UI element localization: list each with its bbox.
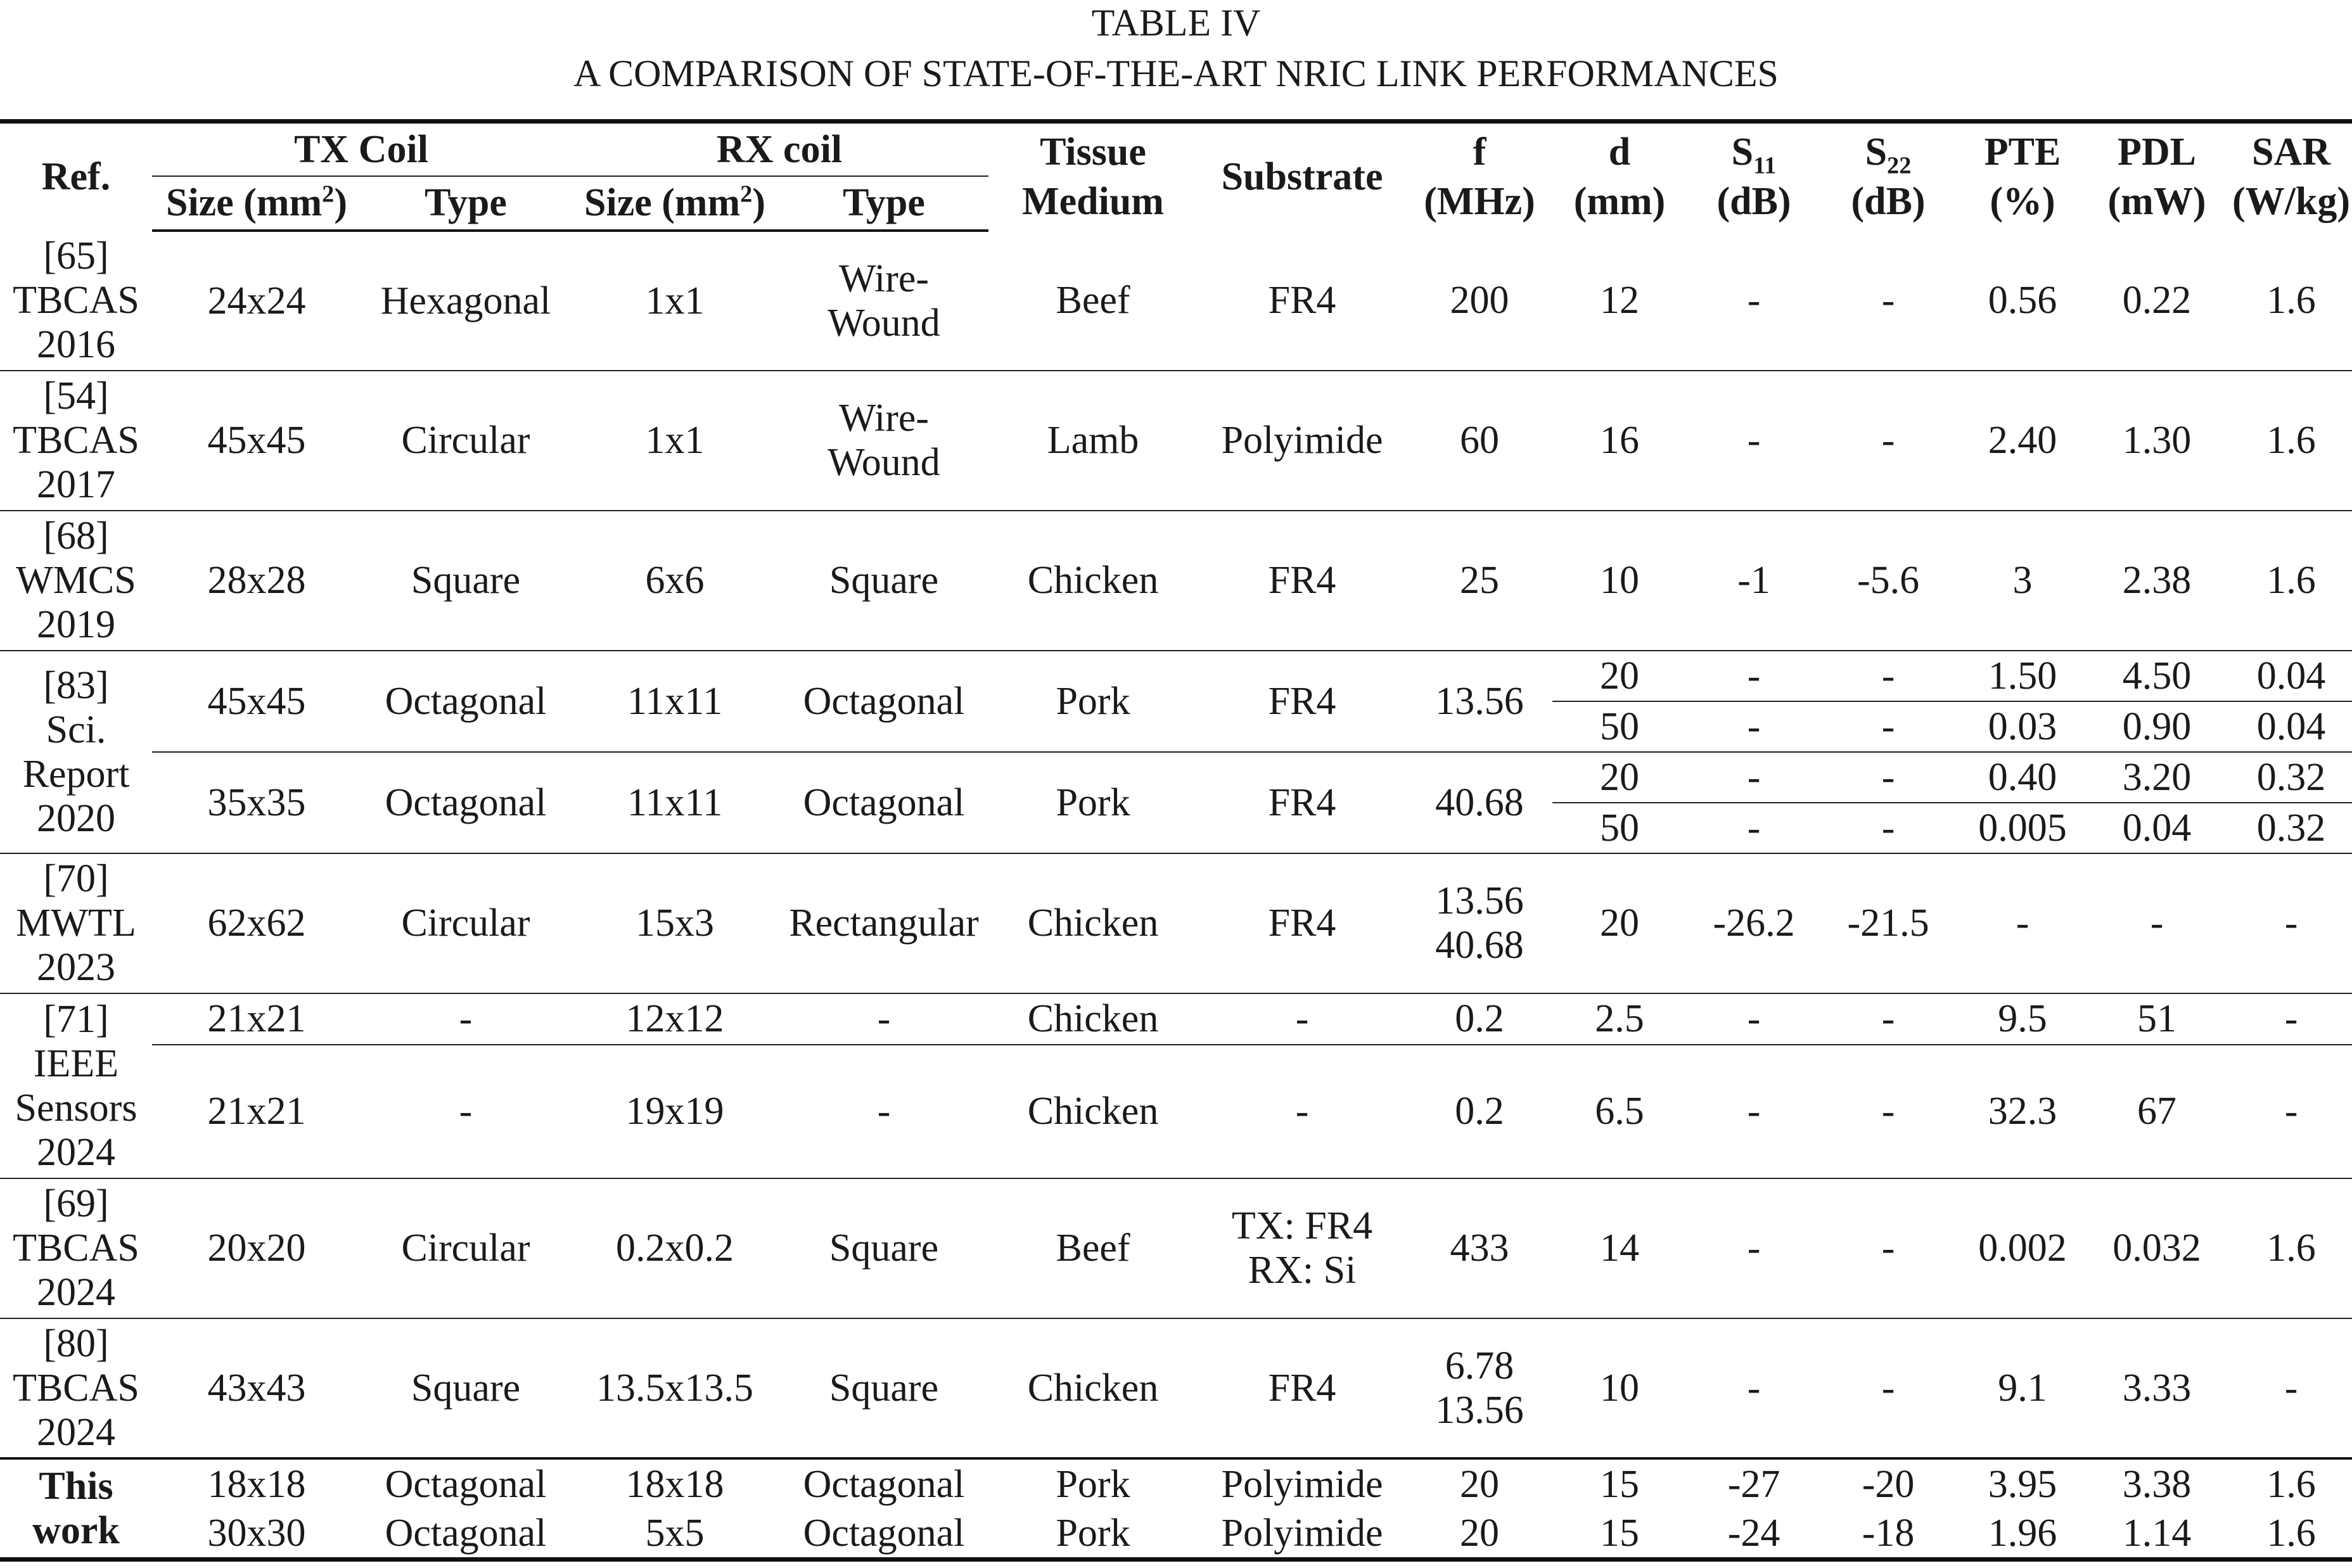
cell-tx-type: -: [361, 1045, 570, 1178]
cell-tx-size: 30x30: [152, 1509, 361, 1560]
cell-d: 6.5: [1552, 1045, 1687, 1178]
cell-substrate: -: [1198, 1045, 1407, 1178]
cell-pte: 1.50: [1955, 651, 2090, 701]
cell-rx-type: Wire- Wound: [828, 257, 940, 345]
cell-f: 20: [1407, 1458, 1552, 1509]
cell-s11: -: [1687, 1045, 1821, 1178]
cell-sar: 1.6: [2224, 371, 2352, 511]
cell-d: 10: [1552, 1318, 1687, 1458]
cell-pdl: -: [2090, 853, 2224, 993]
header-row-1: [0, 122, 2352, 176]
cell-rx-type: -: [779, 1045, 988, 1178]
table-row-ref-71-a: [0, 993, 2352, 1045]
cell-s22: -21.5: [1821, 853, 1955, 993]
cell-sar: -: [2224, 993, 2352, 1045]
cell-pte: 32.3: [1955, 1045, 2090, 1178]
cell-tissue: Chicken: [988, 1318, 1198, 1458]
cell-rx-size: 11x11: [570, 752, 779, 853]
cell-tissue: Beef: [1056, 278, 1130, 322]
table-row-ref-71-b: [0, 1045, 2352, 1178]
cell-pte: 1.96: [1955, 1509, 2090, 1560]
cell-pdl: 1.30: [2090, 371, 2224, 511]
cell-tissue: Chicken: [988, 511, 1198, 651]
cell-sar: 1.6: [2224, 1509, 2352, 1560]
cell-rx-type: Octagonal: [779, 1458, 988, 1509]
cell-sar: 1.6: [2224, 1458, 2352, 1509]
cell-d: 20: [1552, 752, 1687, 803]
cell-ref: [54] TBCAS 2017: [0, 371, 152, 511]
header-substrate: Substrate: [1198, 122, 1407, 231]
cell-tissue: Beef: [988, 1178, 1198, 1318]
comparison-table: [0, 119, 2352, 1562]
cell-ref: [71] IEEE Sensors 2024: [0, 993, 152, 1178]
cell-s11: -: [1687, 1178, 1821, 1318]
cell-sar: -: [2224, 853, 2352, 993]
cell-s22: -: [1821, 371, 1955, 511]
cell-tx-size: 43x43: [152, 1318, 361, 1458]
header-pdl: PDL (mW): [2090, 122, 2224, 231]
header-s11: $S_{11}$ (dB): [1687, 122, 1821, 231]
table-row-ref-83-a1: [0, 651, 2352, 701]
cell-tx-type: Hexagonal: [380, 279, 551, 322]
cell-d: 15: [1552, 1458, 1687, 1509]
cell-sar: 0.04: [2224, 651, 2352, 701]
header-tissue-medium: Tissue Medium: [988, 122, 1198, 231]
cell-substrate: TX: FR4 RX: Si: [1198, 1178, 1407, 1318]
cell-rx-type: Square: [779, 1318, 988, 1458]
cell-s22: -: [1881, 278, 1895, 322]
cell-tx-type: -: [361, 993, 570, 1045]
cell-s11: -1: [1687, 511, 1821, 651]
cell-pdl: 2.38: [2090, 511, 2224, 651]
cell-pdl: 0.04: [2090, 803, 2224, 853]
cell-f: 200: [1450, 278, 1509, 322]
cell-sar: 0.32: [2224, 803, 2352, 853]
cell-ref: [70] MWTL 2023: [0, 853, 152, 993]
cell-rx-size: 12x12: [570, 993, 779, 1045]
cell-substrate: FR4: [1198, 752, 1407, 853]
cell-s11: -24: [1687, 1509, 1821, 1560]
table-row-this-work-a: [0, 1458, 2352, 1509]
cell-s22: -: [1821, 803, 1955, 853]
cell-pte: 0.40: [1955, 752, 2090, 803]
cell-rx-size: 13.5x13.5: [570, 1318, 779, 1458]
cell-ref: [65] TBCAS 2016: [13, 234, 139, 366]
cell-s11: -: [1687, 1318, 1821, 1458]
cell-d: 15: [1552, 1509, 1687, 1560]
cell-s22: -5.6: [1821, 511, 1955, 651]
header-rx-coil: RX coil: [570, 122, 988, 176]
cell-d: 50: [1552, 803, 1687, 853]
cell-s22: -: [1821, 1045, 1955, 1178]
cell-pte: 9.5: [1955, 993, 2090, 1045]
cell-d: 12: [1600, 278, 1640, 322]
header-rx-size: Size $(mm^2)$: [570, 176, 779, 231]
cell-s11: -: [1687, 752, 1821, 803]
cell-pdl: 0.22: [2122, 278, 2192, 322]
cell-rx-type: Square: [779, 511, 988, 651]
header-pte: PTE (%): [1955, 122, 2090, 231]
cell-tx-type: Octagonal: [361, 752, 570, 853]
cell-f: 0.2: [1407, 993, 1552, 1045]
cell-ref: [80] TBCAS 2024: [0, 1318, 152, 1458]
table-caption-label: TABLE IV: [1091, 2, 1261, 44]
cell-pte: 0.56: [1988, 278, 2057, 322]
cell-s11: -: [1747, 278, 1761, 322]
cell-pte: 0.03: [1955, 701, 2090, 752]
header-distance: d (mm): [1552, 122, 1687, 231]
header-tx-type: Type: [361, 176, 570, 231]
cell-substrate: Polyimide: [1198, 371, 1407, 511]
cell-substrate: FR4: [1198, 651, 1407, 752]
cell-ref: [68] WMCS 2019: [0, 511, 152, 651]
table-title: A COMPARISON OF STATE-OF-THE-ART NRIC LINK PERFORMANCES: [573, 53, 1779, 94]
cell-pdl: 0.032: [2090, 1178, 2224, 1318]
cell-tissue: Pork: [988, 1509, 1198, 1560]
cell-s22: -: [1821, 651, 1955, 701]
cell-rx-size: 19x19: [570, 1045, 779, 1178]
cell-pdl: 3.38: [2090, 1458, 2224, 1509]
cell-tx-size: 21x21: [152, 1045, 361, 1178]
cell-s11: -26.2: [1687, 853, 1821, 993]
cell-s22: -18: [1821, 1509, 1955, 1560]
cell-rx-type: -: [779, 993, 988, 1045]
cell-pdl: 51: [2090, 993, 2224, 1045]
cell-tx-size: 21x21: [152, 993, 361, 1045]
cell-tx-type: Square: [361, 511, 570, 651]
cell-sar: 1.6: [2224, 511, 2352, 651]
cell-tissue: Chicken: [988, 1045, 1198, 1178]
cell-tx-size: 18x18: [152, 1458, 361, 1509]
cell-pdl: 3.20: [2090, 752, 2224, 803]
cell-sar: 1.6: [2224, 1178, 2352, 1318]
cell-sar: 0.04: [2224, 701, 2352, 752]
table-row-ref-83-b1: [0, 752, 2352, 803]
cell-rx-type: Octagonal: [779, 651, 988, 752]
cell-s11: -: [1687, 803, 1821, 853]
cell-s22: -20: [1821, 1458, 1955, 1509]
cell-pte: -: [1955, 853, 2090, 993]
cell-substrate: Polyimide: [1198, 1458, 1407, 1509]
table-row-ref-68: [0, 511, 2352, 651]
cell-s11: -27: [1687, 1458, 1821, 1509]
cell-rx-type: Octagonal: [779, 752, 988, 853]
cell-tx-type: Octagonal: [361, 1509, 570, 1560]
cell-rx-size: 1x1: [645, 279, 705, 322]
cell-pdl: 4.50: [2090, 651, 2224, 701]
cell-f: 40.68: [1407, 752, 1552, 853]
cell-tx-size: 45x45: [152, 371, 361, 511]
cell-rx-size: 1x1: [570, 371, 779, 511]
cell-tissue: Pork: [988, 752, 1198, 853]
cell-tx-type: Octagonal: [361, 1458, 570, 1509]
cell-ref: [83] Sci. Report 2020: [0, 651, 152, 853]
cell-d: 2.5: [1552, 993, 1687, 1045]
cell-ref-this-work: This work: [0, 1458, 152, 1560]
cell-f: 20: [1407, 1509, 1552, 1560]
cell-substrate: -: [1198, 993, 1407, 1045]
cell-f: 6.78 13.56: [1407, 1318, 1552, 1458]
cell-pte: 2.40: [1955, 371, 2090, 511]
cell-f: 25: [1407, 511, 1552, 651]
cell-pte: 3: [1955, 511, 2090, 651]
cell-f: 433: [1407, 1178, 1552, 1318]
cell-pte: 9.1: [1955, 1318, 2090, 1458]
cell-rx-size: 0.2x0.2: [570, 1178, 779, 1318]
cell-tissue: Chicken: [988, 993, 1198, 1045]
cell-d: 10: [1552, 511, 1687, 651]
cell-tissue: Pork: [988, 651, 1198, 752]
cell-tx-type: Circular: [361, 853, 570, 993]
table-row-ref-54: [0, 371, 2352, 511]
cell-s22: -: [1821, 993, 1955, 1045]
cell-sar: -: [2224, 1318, 2352, 1458]
cell-s22: -: [1821, 1318, 1955, 1458]
cell-f: 60: [1407, 371, 1552, 511]
cell-d: 14: [1552, 1178, 1687, 1318]
cell-pdl: 3.33: [2090, 1318, 2224, 1458]
header-frequency: f (MHz): [1407, 122, 1552, 231]
cell-sar: 1.6: [2266, 278, 2316, 322]
cell-sar: -: [2224, 1045, 2352, 1178]
header-s22: $S_{22}$ (dB): [1821, 122, 1955, 231]
cell-rx-size: 6x6: [570, 511, 779, 651]
cell-rx-type: Octagonal: [779, 1509, 988, 1560]
cell-f: 13.56 40.68: [1407, 853, 1552, 993]
header-tx-coil: TX Coil: [152, 122, 570, 176]
cell-tx-type: Circular: [361, 1178, 570, 1318]
cell-tx-type: Circular: [361, 371, 570, 511]
cell-f: 13.56: [1407, 651, 1552, 752]
cell-f: 0.2: [1407, 1045, 1552, 1178]
cell-substrate: FR4: [1198, 853, 1407, 993]
cell-pte: 0.005: [1955, 803, 2090, 853]
cell-tx-size: 20x20: [152, 1178, 361, 1318]
cell-rx-type: Wire- Wound: [779, 371, 988, 511]
cell-sar: 0.32: [2224, 752, 2352, 803]
cell-rx-type: Square: [779, 1178, 988, 1318]
cell-tissue: Lamb: [988, 371, 1198, 511]
table-row-ref-65: [0, 231, 2352, 371]
cell-d: 50: [1552, 701, 1687, 752]
cell-pdl: 0.90: [2090, 701, 2224, 752]
header-ref: Ref.: [0, 122, 152, 231]
cell-ref: [69] TBCAS 2024: [0, 1178, 152, 1318]
cell-s11: -: [1687, 651, 1821, 701]
cell-tx-type: Square: [361, 1318, 570, 1458]
table-row-this-work-b: [0, 1509, 2352, 1560]
cell-s11: -: [1687, 701, 1821, 752]
cell-tissue: Chicken: [988, 853, 1198, 993]
cell-rx-size: 15x3: [570, 853, 779, 993]
cell-d: 16: [1552, 371, 1687, 511]
cell-s22: -: [1821, 701, 1955, 752]
cell-pte: 0.002: [1955, 1178, 2090, 1318]
cell-substrate: Polyimide: [1198, 1509, 1407, 1560]
cell-tx-size: 28x28: [152, 511, 361, 651]
cell-s11: -: [1687, 371, 1821, 511]
header-sar: SAR (W/kg): [2224, 122, 2352, 231]
cell-tissue: Pork: [988, 1458, 1198, 1509]
table-row-ref-69: [0, 1178, 2352, 1318]
cell-d: 20: [1552, 651, 1687, 701]
cell-tx-size: 62x62: [152, 853, 361, 993]
cell-rx-size: 5x5: [570, 1509, 779, 1560]
cell-rx-size: 18x18: [570, 1458, 779, 1509]
cell-s22: -: [1821, 752, 1955, 803]
cell-tx-type: Octagonal: [361, 651, 570, 752]
cell-s22: -: [1821, 1178, 1955, 1318]
cell-substrate: FR4: [1268, 278, 1336, 322]
cell-rx-type: Rectangular: [779, 853, 988, 993]
cell-pdl: 1.14: [2090, 1509, 2224, 1560]
cell-pdl: 67: [2090, 1045, 2224, 1178]
cell-tx-size: 35x35: [152, 752, 361, 853]
cell-d: 20: [1552, 853, 1687, 993]
table-row-ref-80: [0, 1318, 2352, 1458]
header-tx-size: Size $(mm^2)$: [152, 176, 361, 231]
cell-substrate: FR4: [1198, 1318, 1407, 1458]
cell-pte: 3.95: [1955, 1458, 2090, 1509]
cell-substrate: FR4: [1198, 511, 1407, 651]
cell-tx-size: 45x45: [152, 651, 361, 752]
table-row-ref-70: [0, 853, 2352, 993]
cell-rx-size: 11x11: [570, 651, 779, 752]
cell-tx-size: 24x24: [207, 279, 306, 322]
cell-s11: -: [1687, 993, 1821, 1045]
header-rx-type: Type: [779, 176, 988, 231]
